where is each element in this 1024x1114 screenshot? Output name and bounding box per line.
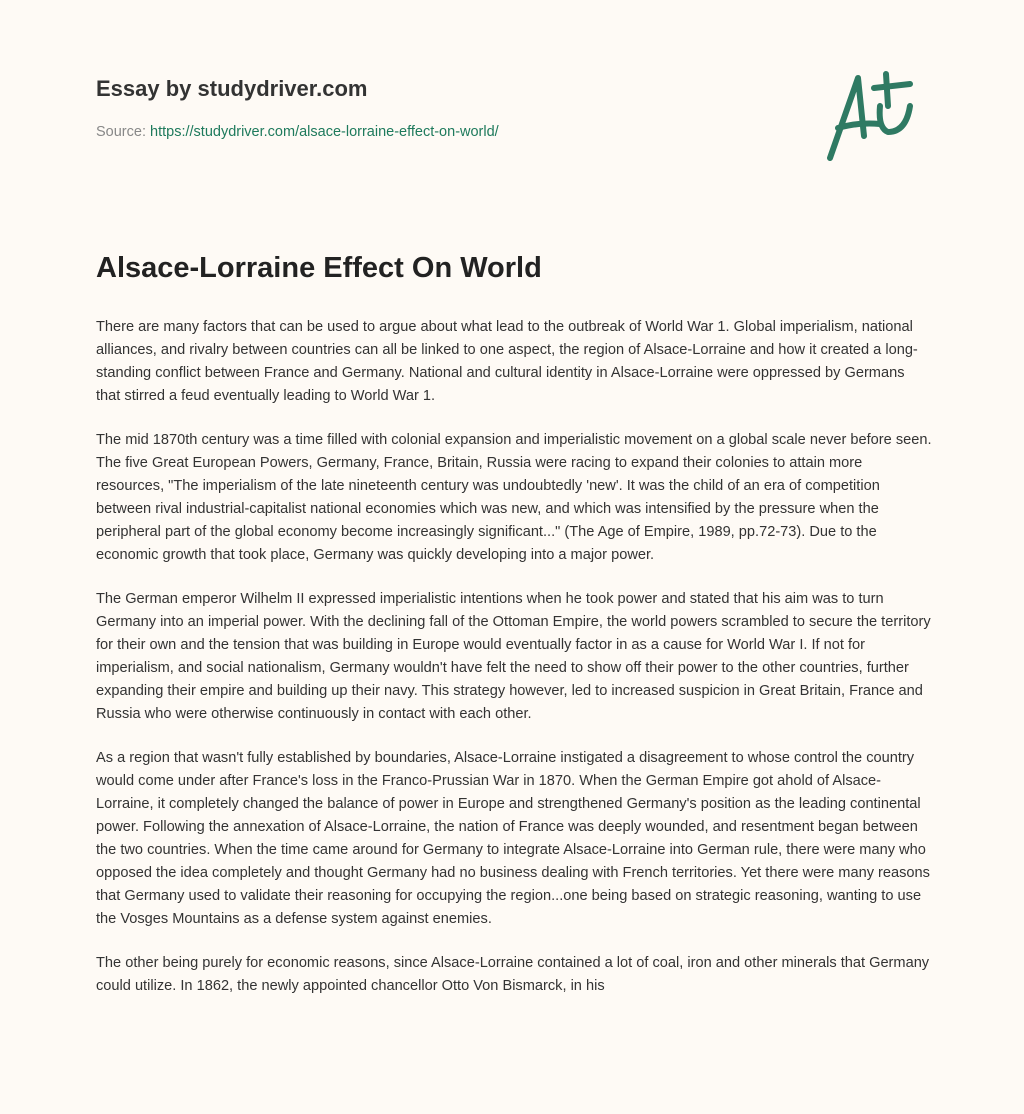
essay-title: Alsace-Lorraine Effect On World [96,252,542,284]
essay-body [96,316,932,1019]
paragraph: There are many factors that can be used to argue about what lead to the outbreak of World War 1. Global imperialism, national alliances, and rivalry between countries can all be linked to one aspect, the region of Alsace-Lorraine and how it created a long-standing conflict between France and Germany. National and cultural identity in Alsace-Lorraine were oppressed by Germans that stirred a feud eventually leading to World War 1. [96,319,918,404]
paragraph: The mid 1870th century was a time filled with colonial expansion and imperialistic movement on a global scale never before seen. The five Great European Powers, Germany, France, Britain, Russia were racing to expand their colonies to attain more resources, "The imperialism of the late nineteenth century was undoubtedly 'new'. It was the child of an era of competition between rival industrial-capitalist national economies which was new, and which was intensified by the pressure when the peripheral part of the global economy become increasingly significant..." (The Age of Empire, 1989, pp.72-73). Due to the economic growth that took place, Germany was quickly developing into a major power. [96,432,932,563]
source-line [96,124,499,140]
site-brand: Essay by studydriver.com [96,76,368,101]
a-plus-logo [818,66,928,166]
source-link[interactable]: https://studydriver.com/alsace-lorraine-effect-on-world/ [150,124,499,140]
source-label: Source: [96,124,146,140]
paragraph: As a region that wasn't fully established by boundaries, Alsace-Lorraine instigated a disagreement to whose control the country would come under after France's loss in the Franco-Prussian War in 1870. When the German Empire got ahold of Alsace-Lorraine, it completely changed the balance of power in Europe and strengthened Germany's position as the leading continental power. Following the annexation of Alsace-Lorraine, the nation of France was deeply wounded, and resentment began between the two countries. When the time came around for Germany to integrate Alsace-Lorraine into German rule, there were many who opposed the idea completely and thought Germany had no business dealing with French territories. Yet there were many reasons that Germany used to validate their reasoning for occupying the region...one being based on strategic reasoning, wanting to use the Vosges Mountains as a defense system against enemies. [96,750,930,927]
paragraph: The other being purely for economic reasons, since Alsace-Lorraine contained a lot of coal, iron and other minerals that Germany could utilize. In 1862, the newly appointed chancellor Otto Von Bismarck, in his [96,955,930,994]
paragraph: The German emperor Wilhelm II expressed imperialistic intentions when he took power and stated that his aim was to turn Germany into an imperial power. With the declining fall of the Ottoman Empire, the world powers scrambled to secure the territory for their own and the tension that was building in Europe would eventually factor in as a cause for World War I. If not for imperialism, and social nationalism, Germany wouldn't have felt the need to show off their power to the other countries, further expanding their empire and building up their navy. This strategy however, led to increased suspicion in Great Britain, France and Russia who were otherwise continuously in contact with each other. [96,591,931,722]
